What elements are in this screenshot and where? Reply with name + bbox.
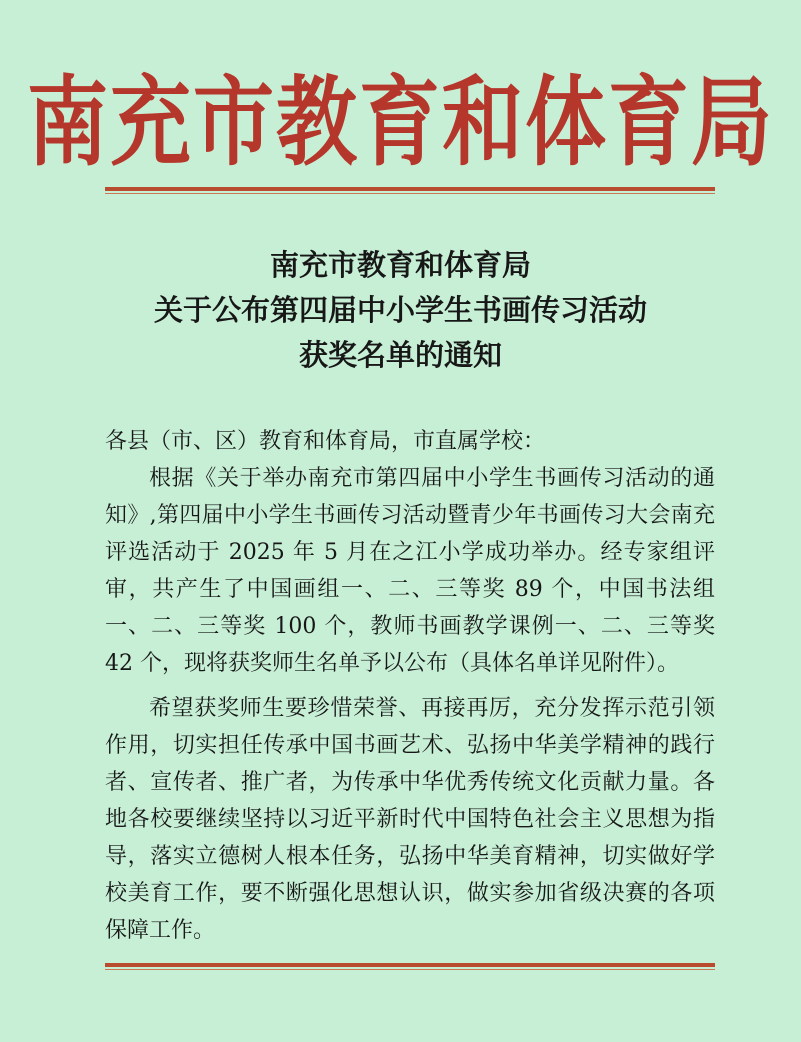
notice-title-line-2: 关于公布第四届中小学生书画传习活动 [153,293,647,327]
notice-title-line-1: 南充市教育和体育局 [269,248,531,282]
notice-body [105,423,715,949]
footer-divider-thin [105,969,715,970]
notice-title-line-3: 获奖名单的通知 [298,338,502,372]
notice-title [0,243,801,378]
letterhead-title: 南充市教育和体育局 [26,66,774,180]
notice-addressee: 各县（市、区）教育和体育局，市直属学校： [105,429,546,454]
letterhead-divider-thin [105,193,715,194]
footer-divider-thick [105,963,715,967]
letterhead-divider-thick [105,187,715,191]
notice-paragraph-1: 根据《关于举办南充市第四届中小学生书画传习活动的通知》,第四届中小学生书画传习活动暨青少年书画传习大会南充评选活动于 2025 年 5 月在之江小学成功举办。经专家组评审，共产生了中国画组一、二、三等奖 89 个，中国书法组一、二、三等奖 100 个，教师书画教学课例一、二、三等奖 42 个，现将获奖师生名单予以公布（具体名单详见附件）。 [105,466,715,676]
notice-paragraph-2: 希望获奖师生要珍惜荣誉、再接再厉，充分发挥示范引领作用，切实担任传承中国书画艺术、弘扬中华美学精神的践行者、宣传者、推广者，为传承中华优秀传统文化贡献力量。各地各校要继续坚持以习近平新时代中国特色社会主义思想为指导，落实立德树人根本任务，弘扬中华美育精神，切实做好学校美育工作，要不断强化思想认识，做实参加省级决赛的各项保障工作。 [105,696,715,943]
